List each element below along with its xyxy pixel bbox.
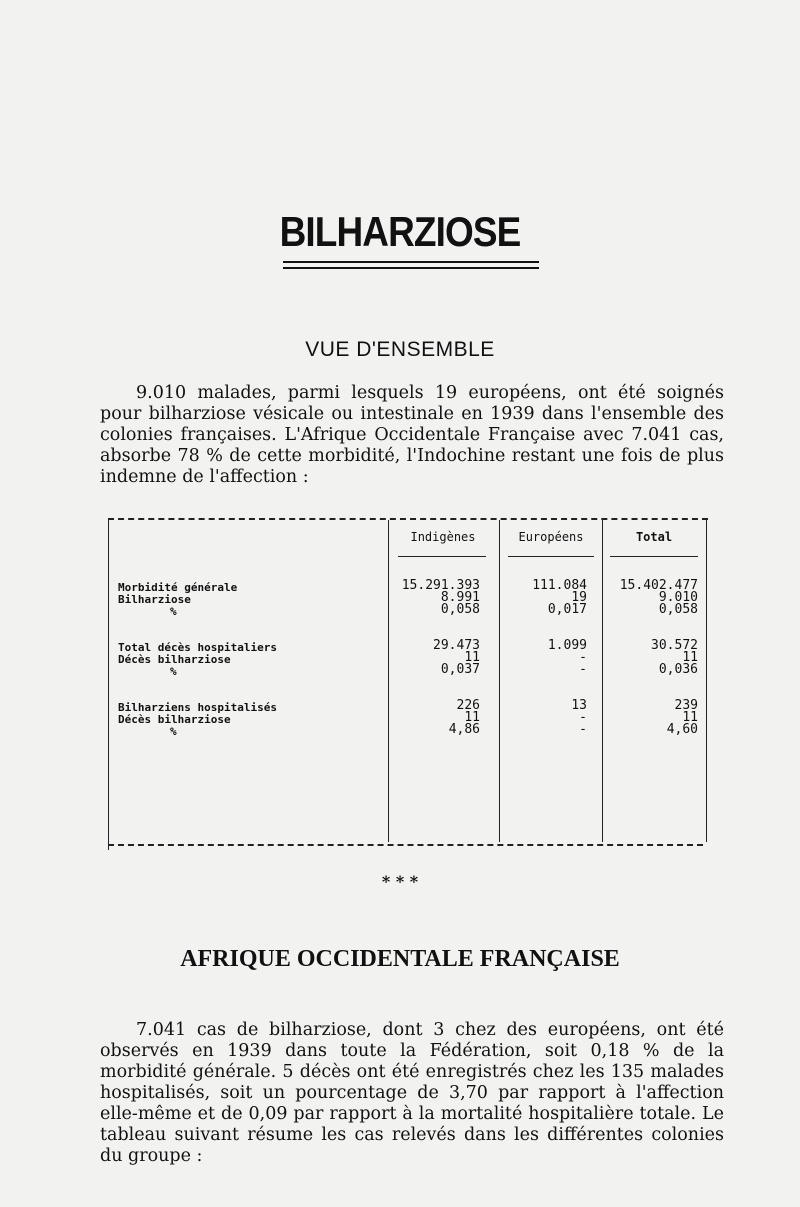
row-label: Bilharziose [118,593,191,606]
cell: 4,86 [448,722,480,737]
table-top-border [108,518,708,520]
header-underline-1 [398,556,486,557]
cell: 19 [571,590,587,605]
cell: 239 [674,698,698,713]
title-rule-top [283,261,539,263]
aof-text: 7.041 cas de bilharziose, dont 3 chez des européens, ont été observés en 1939 dans toute la Fédération, soit 0,18 % de la morbidité générale. 5 décès ont été enregistrés chez les 135 malades hospitalisés, soit un pourcentage de 3,70 par rapport à l'affection elle-même et de 0,09 par rapport à la mortalité hospitalière totale. Le tableau suivant résume les cas relevés dans les différentes colonies du groupe : [100,1020,724,1166]
table-bottom-border [108,844,703,846]
header-underline-3 [610,556,698,557]
cell: 30.572 [651,638,698,653]
cells-total-2 [604,640,698,676]
cell: - [579,650,587,665]
cell: 11 [464,710,480,725]
cells-europeens-2 [501,640,587,676]
column-divider-3 [602,520,603,842]
row-label: % [170,605,177,618]
table-row-group-1-labels [118,582,237,618]
table-row-group-2-labels [118,642,277,678]
summary-table [108,518,713,846]
row-label: % [170,665,177,678]
section-subtitle: VUE D'ENSEMBLE [305,338,495,361]
cell: 15.402.477 [619,578,698,593]
cell: 11 [464,650,480,665]
cells-indigenes-1 [390,580,480,616]
section-title: AFRIQUE OCCIDENTALE FRANÇAISE [180,946,620,972]
table-row-group-3-labels [118,702,277,738]
intro-paragraph [100,383,724,488]
cell: - [579,662,587,677]
header-total: Total [635,530,673,544]
cells-indigenes-3 [390,700,480,736]
aof-paragraph [100,1020,724,1167]
cell: 11 [682,710,698,725]
cell: 0,058 [658,602,698,617]
cell: 9.010 [658,590,698,605]
cell: 15.291.393 [401,578,480,593]
cells-indigenes-2 [390,640,480,676]
cell: 0,017 [547,602,587,617]
row-label: % [170,725,177,738]
row-label: Décès bilharziose [118,653,231,666]
cell: - [579,722,587,737]
cell: 11 [682,650,698,665]
cell: 1.099 [547,638,587,653]
column-divider-2 [499,520,500,842]
cells-total-3 [604,700,698,736]
header-europeens: Européens [518,530,584,544]
cell: 13 [571,698,587,713]
row-label: Morbidité générale [118,581,238,594]
cell: 29.473 [433,638,480,653]
title-rule-bottom [283,267,539,269]
cells-europeens-3 [501,700,587,736]
column-divider-1 [388,520,389,842]
header-underline-2 [508,556,594,557]
table-left-border [108,520,109,850]
cell: 4,60 [666,722,698,737]
row-label: Total décès hospitaliers [118,641,277,654]
cell: 0,037 [440,662,480,677]
page-title: BILHARZIOSE [279,208,521,255]
header-indigenes: Indigènes [410,530,476,544]
cell: 0,036 [658,662,698,677]
cells-total-1 [604,580,698,616]
table-right-border [706,520,707,842]
cell: 0,058 [440,602,480,617]
intro-text: 9.010 malades, parmi lesquels 19 européens, ont été soignés pour bilharziose vésicale ou intestinale en 1939 dans l'ensemble des colonies françaises. L'Afrique Occidentale Française avec 7.041 cas, absorbe 78 % de cette morbidité, l'Indochine restant une fois de plus indemne de l'affection : [100,383,724,487]
cell: 226 [456,698,480,713]
cell: 8.991 [440,590,480,605]
cells-europeens-1 [501,580,587,616]
section-separator: * * * [381,872,419,891]
cell: - [579,710,587,725]
row-label: Décès bilharziose [118,713,231,726]
cell: 111.084 [532,578,587,593]
row-label: Bilharziens hospitalisés [118,701,277,714]
